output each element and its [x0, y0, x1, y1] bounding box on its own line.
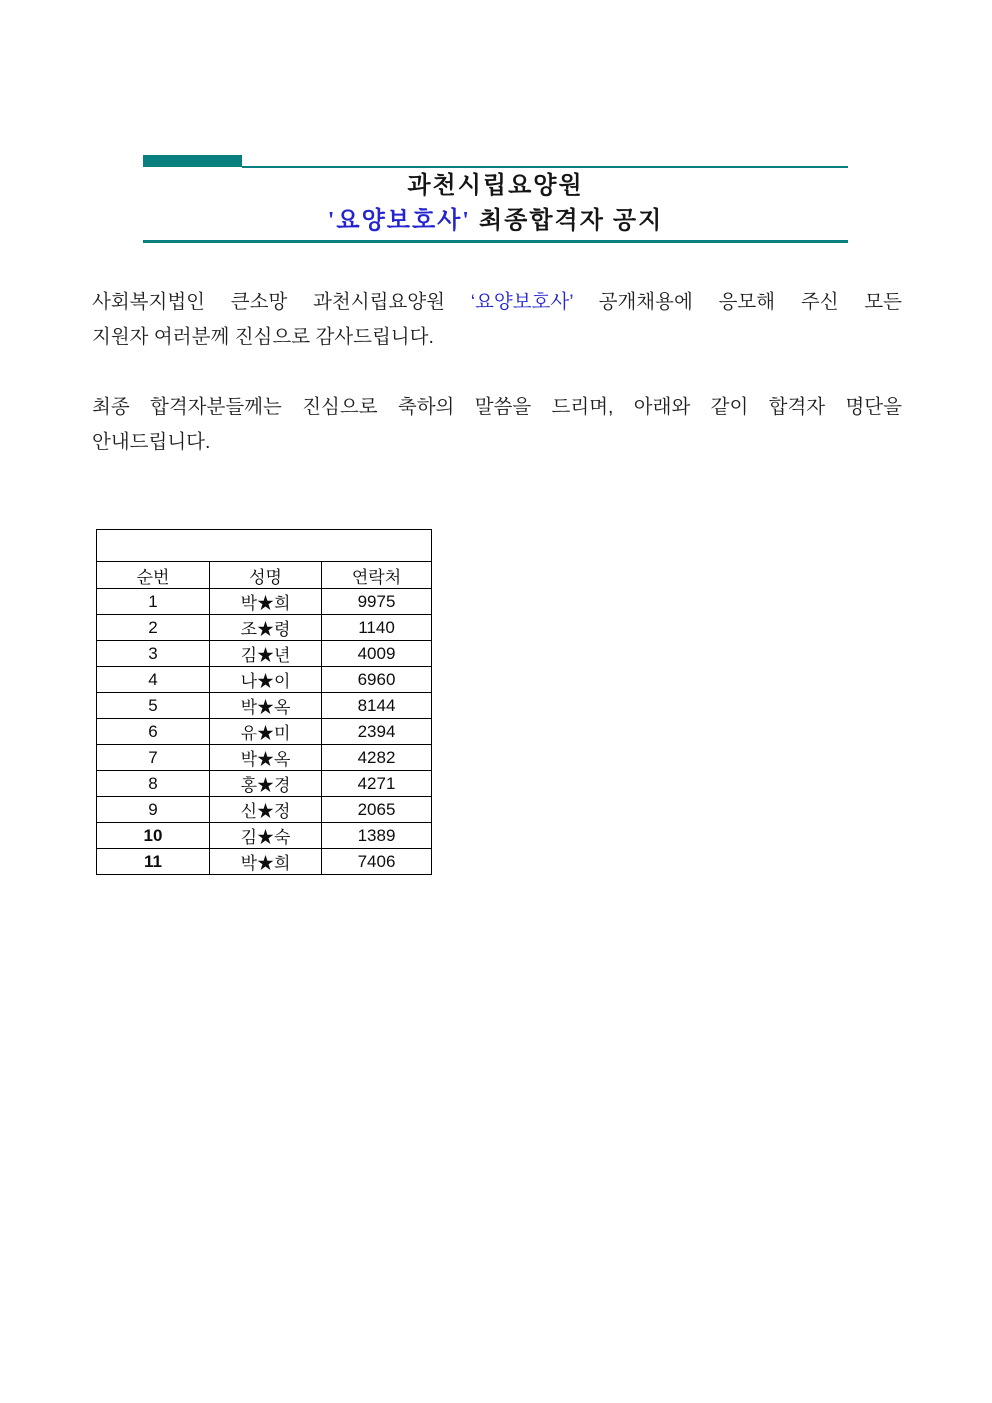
cell-contact: 7406: [322, 849, 432, 875]
cell-name: 박★옥: [210, 745, 322, 771]
cell-number: 1: [97, 589, 210, 615]
table-row: [97, 615, 432, 641]
cell-contact: 4271: [322, 771, 432, 797]
cell-contact: 2065: [322, 797, 432, 823]
successful-candidates-table: [96, 529, 432, 875]
document-title: [143, 169, 848, 239]
paragraph-thanks-line2: 지원자 여러분께 진심으로 감사드립니다.: [92, 326, 434, 348]
cell-name: 김★년: [210, 641, 322, 667]
cell-name: 조★령: [210, 615, 322, 641]
header-accent-block: [143, 155, 242, 167]
table-row: [97, 823, 432, 849]
table-row: [97, 667, 432, 693]
cell-number: 3: [97, 641, 210, 667]
paragraph-thanks-line1: [92, 285, 902, 320]
table-row: [97, 589, 432, 615]
table-empty-cell: [97, 530, 432, 562]
table-header-row: [97, 562, 432, 589]
table-row: [97, 797, 432, 823]
title-facility-name: 과천시립요양원: [407, 173, 584, 199]
table-row: [97, 745, 432, 771]
paragraph-congrats-line1: 최종 합격자분들께는 진심으로 축하의 말씀을 드리며, 아래와 같이 합격자 명단을: [92, 396, 902, 418]
cell-contact: 4009: [322, 641, 432, 667]
table-empty-row: [97, 530, 432, 562]
column-header-number: 순번: [97, 562, 210, 589]
cell-name: 박★옥: [210, 693, 322, 719]
cell-contact: 6960: [322, 667, 432, 693]
cell-contact: 1140: [322, 615, 432, 641]
thanks-text-post: 공개채용에 응모해 주신 모든: [573, 291, 902, 313]
cell-number: 9: [97, 797, 210, 823]
table-row: [97, 693, 432, 719]
title-position-highlight: '요양보호사': [327, 208, 471, 234]
cell-number: 5: [97, 693, 210, 719]
cell-contact: 1389: [322, 823, 432, 849]
cell-contact: 4282: [322, 745, 432, 771]
cell-contact: 8144: [322, 693, 432, 719]
cell-number: 10: [97, 823, 210, 849]
paragraph-congrats: [92, 390, 902, 460]
table-row: [97, 771, 432, 797]
cell-contact: 2394: [322, 719, 432, 745]
thanks-text-pre: 사회복지법인 큰소망 과천시립요양원: [92, 291, 471, 313]
header-top-rule: [242, 166, 848, 168]
cell-number: 2: [97, 615, 210, 641]
position-highlight: ‘요양보호사’: [470, 291, 574, 313]
cell-contact: 9975: [322, 589, 432, 615]
title-notice-rest: 최종합격자 공지: [470, 208, 664, 234]
table-row: [97, 719, 432, 745]
cell-number: 4: [97, 667, 210, 693]
paragraph-congrats-line2: 안내드립니다.: [92, 431, 211, 453]
cell-name: 박★희: [210, 589, 322, 615]
header-bottom-rule: [143, 240, 848, 243]
cell-number: 11: [97, 849, 210, 875]
cell-name: 나★이: [210, 667, 322, 693]
cell-name: 신★정: [210, 797, 322, 823]
cell-name: 박★희: [210, 849, 322, 875]
table-row: [97, 849, 432, 875]
column-header-name: 성명: [210, 562, 322, 589]
paragraph-thanks: [92, 285, 902, 355]
cell-name: 홍★경: [210, 771, 322, 797]
cell-number: 8: [97, 771, 210, 797]
cell-number: 6: [97, 719, 210, 745]
column-header-contact: 연락처: [322, 562, 432, 589]
title-notice-line: [143, 204, 848, 239]
table-row: [97, 641, 432, 667]
cell-number: 7: [97, 745, 210, 771]
cell-name: 김★숙: [210, 823, 322, 849]
cell-name: 유★미: [210, 719, 322, 745]
